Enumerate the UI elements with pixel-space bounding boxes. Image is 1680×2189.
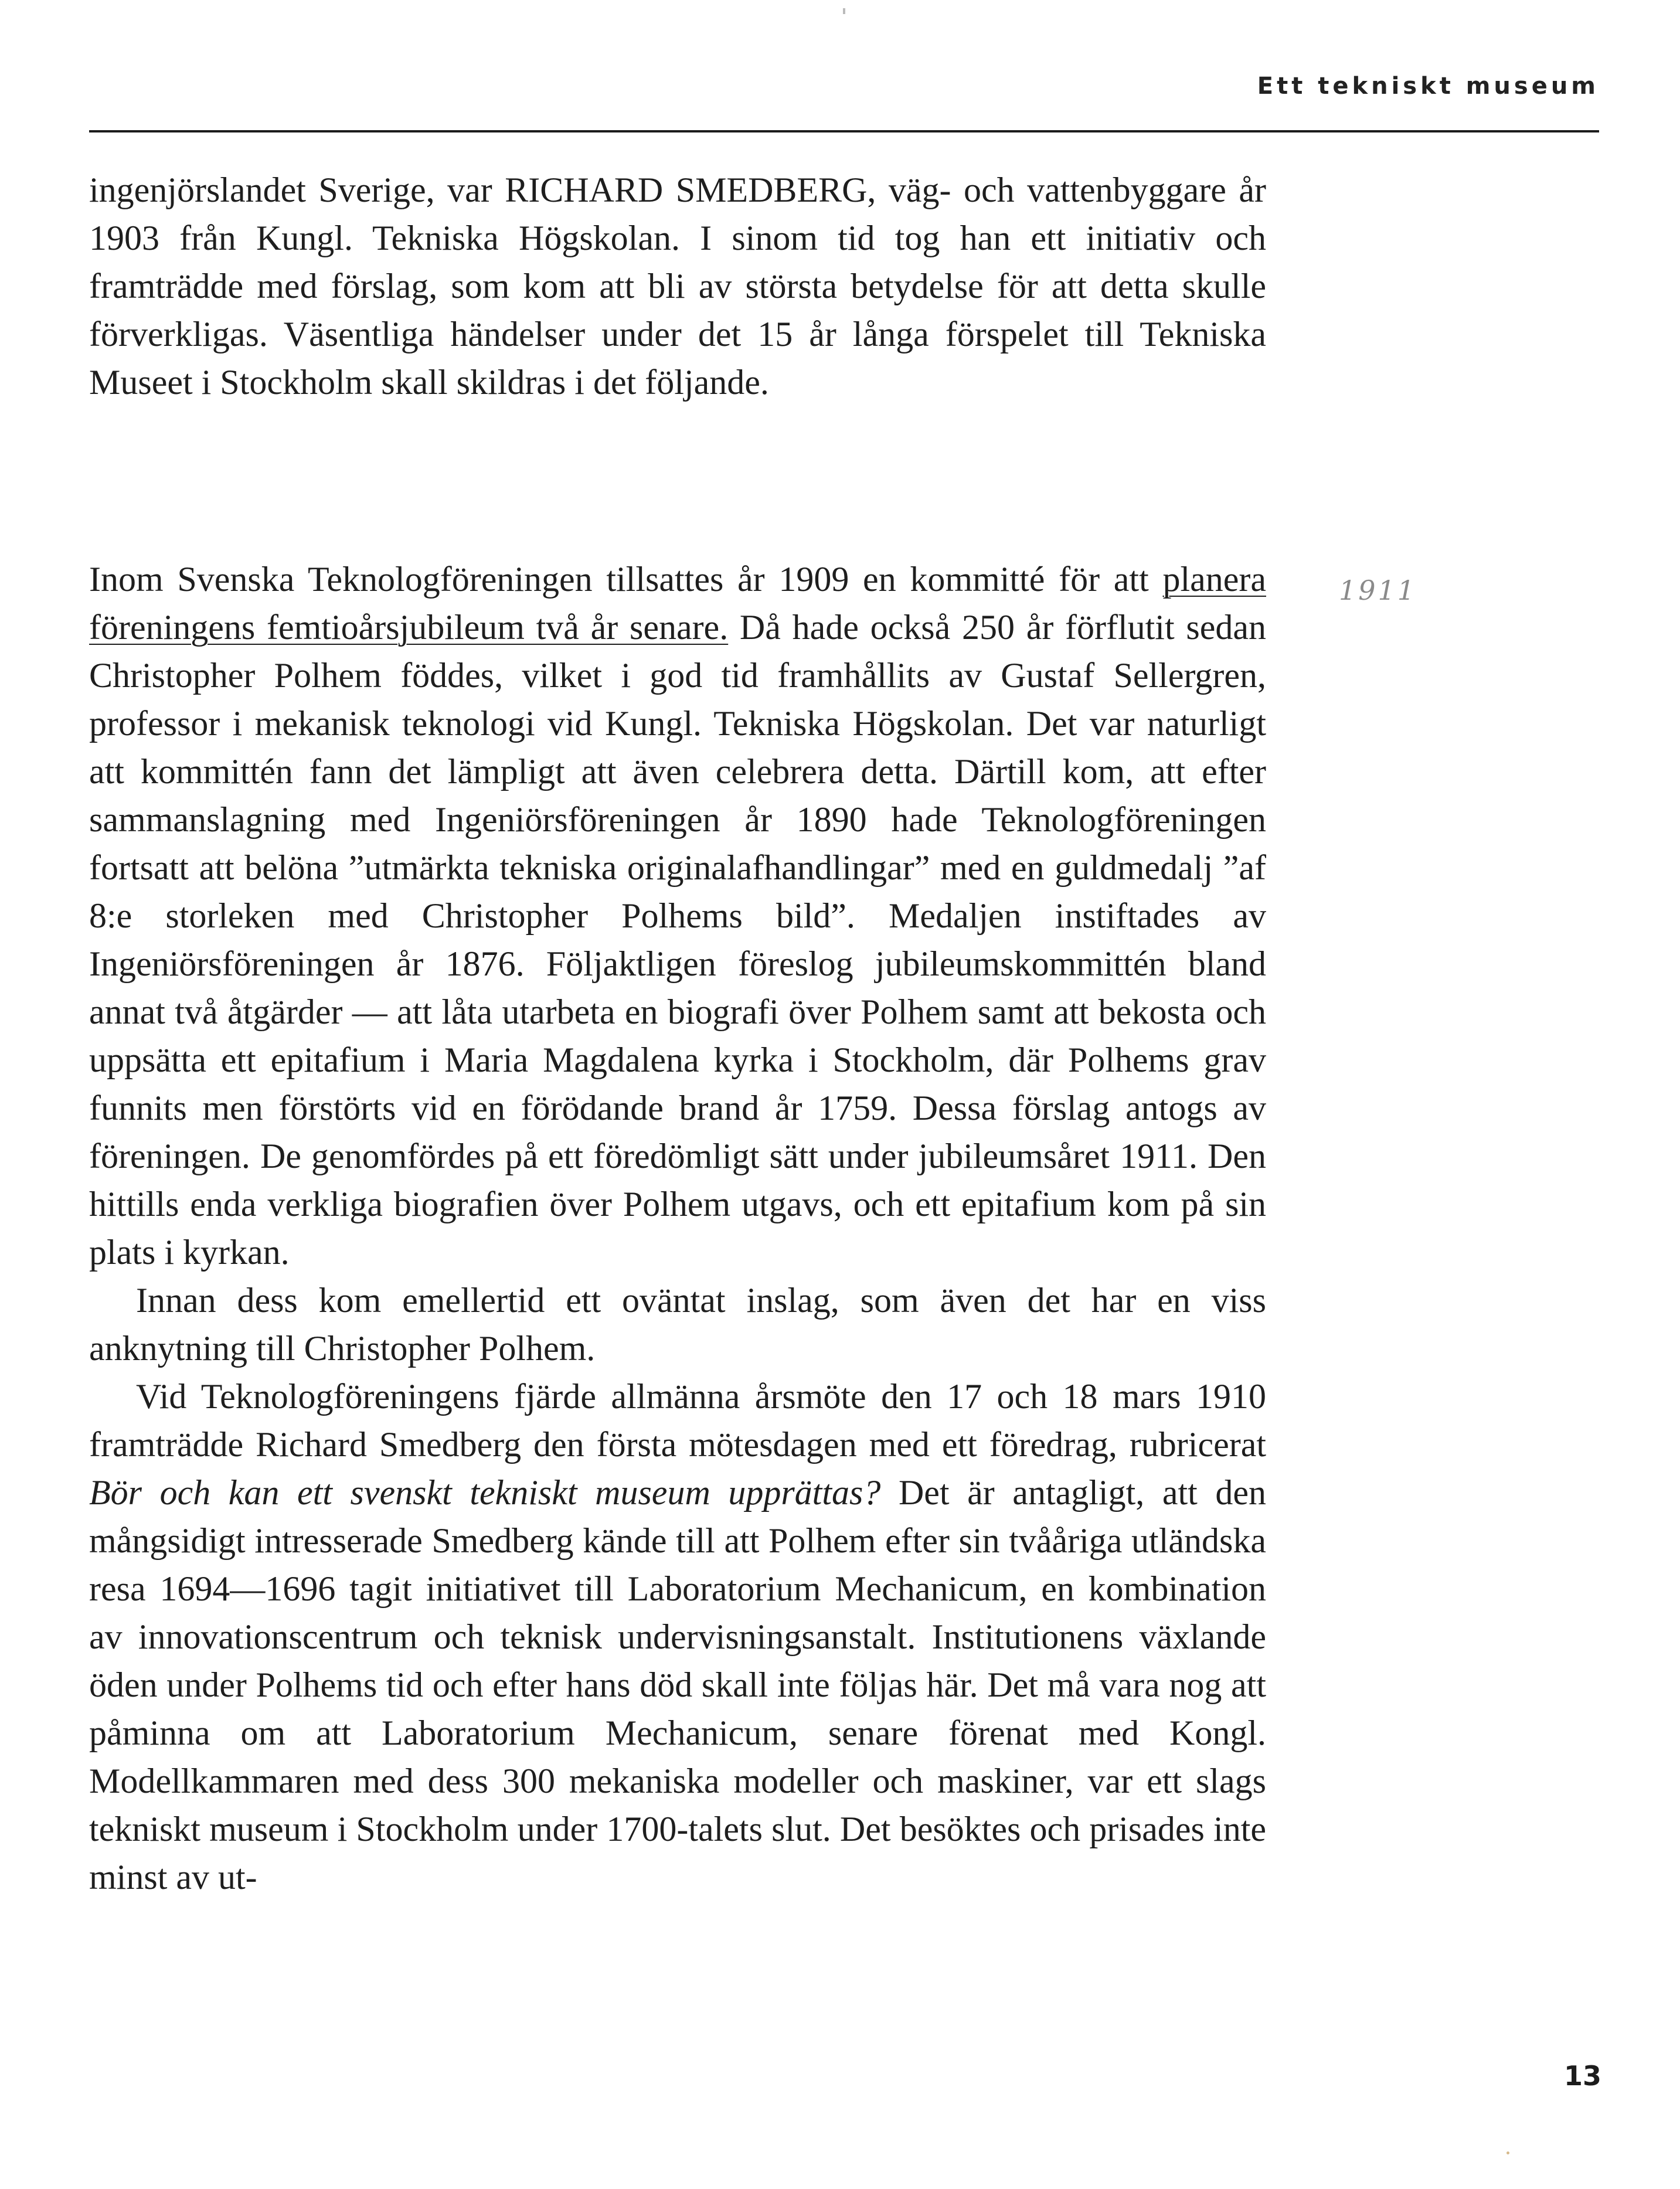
paragraph-jubileum-start: Inom Svenska Teknologföreningen tillsattes år 1909 en kommitté för att xyxy=(89,560,1163,599)
page-number: 13 xyxy=(1564,2060,1602,2092)
paragraph-inslag: Innan dess kom emellertid ett oväntat inslag, som även det har en viss anknytning till Christopher Polhem. xyxy=(89,1281,1266,1368)
running-head: Ett tekniskt museum xyxy=(1257,73,1599,100)
paragraph-smedberg-start: Vid Teknologföreningens fjärde allmänna årsmöte den 17 och 18 mars 1910 framträdde Richard Smedberg den första mötesdagen med ett föredrag, rubricerat xyxy=(89,1377,1266,1464)
paragraph-smedberg xyxy=(89,1372,1266,1901)
header-rule xyxy=(89,130,1599,132)
scan-speck xyxy=(843,8,845,14)
scan-speck xyxy=(1506,2151,1509,2154)
underlined-phrase: planera föreningens femtioårsjubileum två år senare. xyxy=(89,560,1266,647)
paragraph-jubileum-rest: Då hade också 250 år förflutit sedan Christopher Polhem föddes, vilket i god tid framhållits av Gustaf Sellergren, professor i mekanisk teknologi vid Kungl. Tekniska Högskolan. Det var naturligt att kommittén fann det lämpligt att även celebrera detta. Därtill kom, att efter sammanslagning med Ingeniörsföreningen år 1890 hade Teknologföreningen fortsatt att belöna ”utmärkta tekniska originalafhandlingar” med en guldmedalj ”af 8:e storleken med Christopher Polhems bild”. Medaljen instiftades av Ingeniörsföreningen år 1876. Följaktligen föreslog jubileumskommittén bland annat två åtgärder — att låta utarbeta en biografi över Polhem samt att bekosta och uppsätta ett epitafium i Maria Magdalena kyrka i Stockholm, där Polhems grav funnits men förstörts vid en förödande brand år 1759. Dessa förslag antogs av föreningen. De genomfördes på ett föredömligt sätt under jubileumsåret 1911. Den hittills enda verkliga biografien över Polhem utgavs, och ett epitafium kom på sin plats i kyrkan. xyxy=(89,608,1266,1272)
intro-paragraph: ingenjörslandet Sverige, var RICHARD SMEDBERG, väg- och vattenbyggare år 1903 från Kungl. Tekniska Högskolan. I sinom tid tog han ett initiativ och framträdde med förslag, som kom att bli av största betydelse för att detta skulle förverkligas. Väsentliga händelser under det 15 år långa förspelet till Tekniska Museet i Stockholm skall skildras i det följande. xyxy=(89,171,1266,402)
handwritten-margin-note: 1911 xyxy=(1339,575,1417,606)
paragraph-jubileum xyxy=(89,555,1266,1276)
main-block xyxy=(89,555,1266,1901)
intro-block xyxy=(89,166,1266,406)
lecture-title: Bör och kan ett svenskt tekniskt museum upprättas? xyxy=(89,1473,881,1512)
paragraph-smedberg-rest: Det är antagligt, att den mångsidigt intresserade Smedberg kände till att Polhem efter sin tvååriga utländska resa 1694—1696 tagit initiativet till Laboratorium Mechanicum, en kombination av innovationscentrum och teknisk undervisningsanstalt. Institutionens växlande öden under Polhems tid och efter hans död skall inte följas här. Det må vara nog att påminna om att Laboratorium Mechanicum, senare förenat med Kongl. Modellkammaren med dess 300 mekaniska modeller och maskiner, var ett slags tekniskt museum i Stockholm under 1700-talets slut. Det besöktes och prisades inte minst av ut- xyxy=(89,1473,1266,1896)
